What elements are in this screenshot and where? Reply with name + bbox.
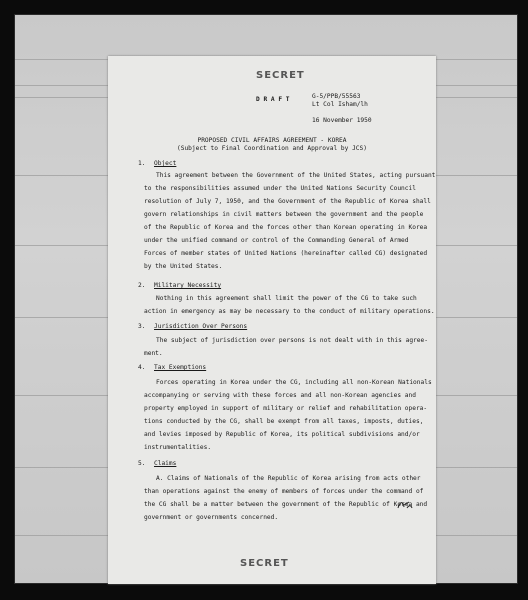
section-number: 3. (138, 323, 146, 330)
section-heading: Claims (154, 460, 177, 467)
section-number: 4. (138, 364, 146, 371)
paragraph-line: Forces operating in Korea under the CG, including all non-Korean Nationals (156, 379, 432, 386)
section-body (144, 292, 435, 318)
draft-label: D R A F T (256, 96, 290, 103)
paragraph-line: than operations against the enemy of members of forces under the command of (144, 488, 424, 495)
paragraph-line: under the unified command or control of the Commanding General of Armed (144, 237, 409, 244)
paragraph-line: This agreement between the Government of the United States, acting pursuant (156, 172, 436, 179)
paragraph-line: government or governments concerned. (144, 514, 279, 521)
section-body (144, 376, 432, 454)
paragraph-line: to the responsibilities assumed under the United Nations Security Council (144, 185, 416, 192)
paragraph-line: A. Claims of Nationals of the Republic of Korea arising from acts other (156, 475, 421, 482)
paragraph-line: action in emergency as may be necessary to the conduct of military operations. (144, 308, 435, 315)
classification-stamp-top: SECRET (256, 70, 305, 81)
paragraph-line: The subject of jurisdiction over persons is not dealt with in this agree- (156, 337, 428, 344)
section-heading: Object (154, 160, 177, 167)
paragraph-line: the CG shall be a matter between the government of the Republic of Korea and (144, 501, 428, 508)
section-heading: Tax Exemptions (154, 364, 207, 371)
paragraph-line: Forces of member states of United Nations (hereinafter called CG) designated (144, 250, 428, 257)
section-heading: Military Necessity (154, 282, 222, 289)
paragraph-line: instrumentalities. (144, 444, 212, 451)
document-date: 16 November 1950 (312, 117, 372, 124)
paragraph-line: tions conducted by the CG, shall be exempt from all taxes, imposts, duties, (144, 418, 424, 425)
paragraph-line: resolution of July 7, 1950, and the Government of the Republic of Korea shall (144, 198, 431, 205)
document-page (108, 56, 436, 584)
paragraph-line: Nothing in this agreement shall limit the power of the CG to take such (156, 295, 417, 302)
paragraph-line: property employed in support of military or relief and rehabilitation opera- (144, 405, 428, 412)
classification-stamp-bottom: SECRET (240, 558, 289, 569)
document-title: PROPOSED CIVIL AFFAIRS AGREEMENT - KOREA (197, 137, 347, 144)
section-number: 1. (138, 160, 146, 167)
paragraph-line: ment. (144, 350, 163, 357)
paragraph-line: of the Republic of Korea and the forces other than Korean operating in Korea (144, 224, 428, 231)
section-body (144, 169, 436, 273)
handwritten-annotation (396, 499, 414, 511)
section-number: 5. (138, 460, 146, 467)
paragraph-line: by the United States. (144, 263, 223, 270)
file-reference: G-5/PPB/55563 (312, 93, 361, 100)
section-number: 2. (138, 282, 146, 289)
document-subtitle: (Subject to Final Coordination and Approval by JCS) (177, 145, 367, 152)
paragraph-line: accompanying or serving with these forces and all non-Korean agencies and (144, 392, 416, 399)
author-line: Lt Col Isham/lh (312, 101, 368, 108)
paragraph-line: govern relationships in civil matters between the government and the people (144, 211, 424, 218)
section-body (144, 472, 428, 524)
section-body (144, 334, 428, 360)
section-heading: Jurisdiction Over Persons (154, 323, 248, 330)
paragraph-line: and levies imposed by Republic of Korea, its political subdivisions and/or (144, 431, 420, 438)
